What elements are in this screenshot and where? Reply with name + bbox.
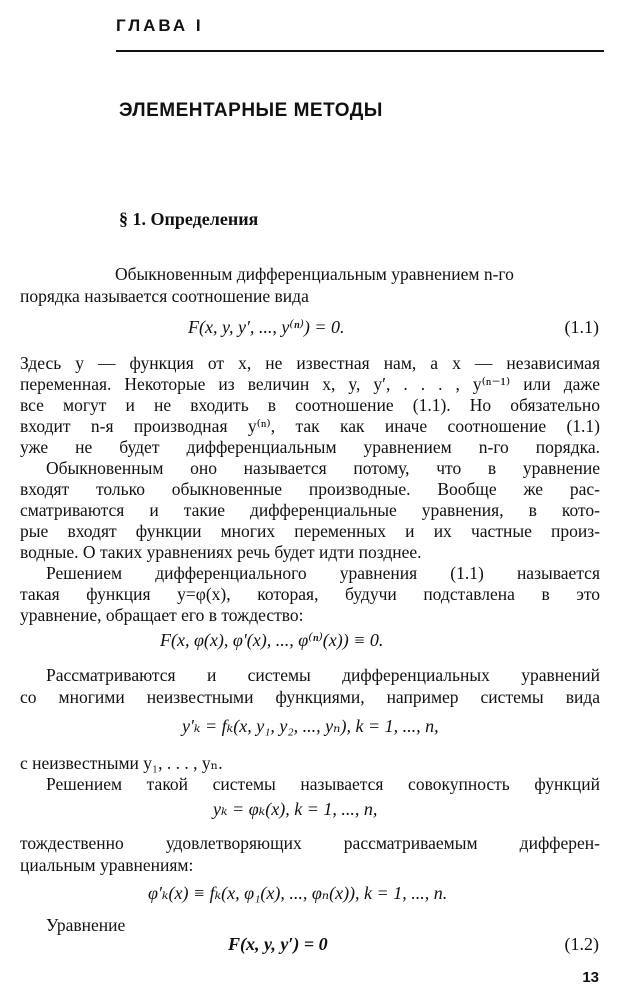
paragraph-line: Обыкновенным оно называется потому, что в уравнение (46, 458, 600, 478)
paragraph-line: Решением такой системы называется совокупность функций (46, 774, 600, 794)
paragraph-line: сматриваются и такие дифференциальные уравнения, в кото- (20, 500, 600, 520)
equation-system-identity: φ′ₖ(x) ≡ fₖ(x, φ₁(x), ..., φₙ(x)), k = 1, ..., n. (148, 883, 448, 903)
paragraph-line: тождественно удовлетворяющих рассматриваемым дифферен- (20, 833, 600, 853)
equation-identity: F(x, φ(x), φ′(x), ..., φ⁽ⁿ⁾(x)) ≡ 0. (160, 630, 384, 650)
paragraph-line: водные. О таких уравнениях речь будет идти позднее. (20, 542, 422, 562)
equation-number: (1.2) (564, 934, 599, 954)
paragraph-line: Уравнение (46, 915, 126, 935)
paragraph-line: с неизвестными y₁, . . . , yₙ. (20, 753, 223, 773)
paragraph-line: такая функция y=φ(x), которая, будучи подставлена в это (20, 584, 600, 604)
paragraph-line: порядка называется соотношение вида (20, 286, 309, 306)
paragraph-line: со многими неизвестными функциями, например системы вида (20, 687, 600, 707)
paragraph-line: рые входят функции многих переменных и их частные произ- (20, 521, 600, 541)
header-rule (116, 50, 604, 52)
equation-1-2: F(x, y, y′) = 0 (228, 934, 328, 954)
page-number: 13 (582, 969, 599, 986)
paragraph-line: все могут и не входить в соотношение (1.1). Но обязательно (20, 395, 600, 415)
chapter-heading: ГЛАВА I (116, 16, 204, 35)
equation-number: (1.1) (564, 317, 599, 337)
chapter-title: ЭЛЕМЕНТАРНЫЕ МЕТОДЫ (119, 100, 383, 121)
equation-solution: yₖ = φₖ(x), k = 1, ..., n, (213, 799, 378, 819)
equation-1-1: F(x, y, y′, ..., y⁽ⁿ⁾) = 0. (188, 317, 345, 337)
paragraph-line: уже не будет дифференциальным уравнением n-го порядка. (20, 437, 600, 457)
paragraph-line: переменная. Некоторые из величин x, y, y′, . . . , y⁽ⁿ⁻¹⁾ или даже (20, 374, 600, 394)
paragraph-line: входят только обыкновенные производные. Вообще же рас- (20, 479, 600, 499)
paragraph-line: Здесь y — функция от x, не известная нам, а x — независимая (20, 353, 600, 373)
section-heading: § 1. Определения (119, 209, 259, 229)
paragraph-line: уравнение, обращает его в тождество: (20, 605, 304, 625)
paragraph-line: Обыкновенным дифференциальным уравнением n-го (115, 264, 514, 284)
paragraph-line: входит n-я производная y⁽ⁿ⁾, так как иначе соотношение (1.1) (20, 416, 600, 436)
equation-system: y′ₖ = fₖ(x, y₁, y₂, ..., yₙ), k = 1, ..., n, (182, 716, 439, 736)
paragraph-line: Рассматриваются и системы дифференциальных уравнений (46, 665, 600, 685)
paragraph-line: циальным уравнениям: (20, 855, 194, 875)
paragraph-line: Решением дифференциального уравнения (1.1) называется (46, 563, 600, 583)
